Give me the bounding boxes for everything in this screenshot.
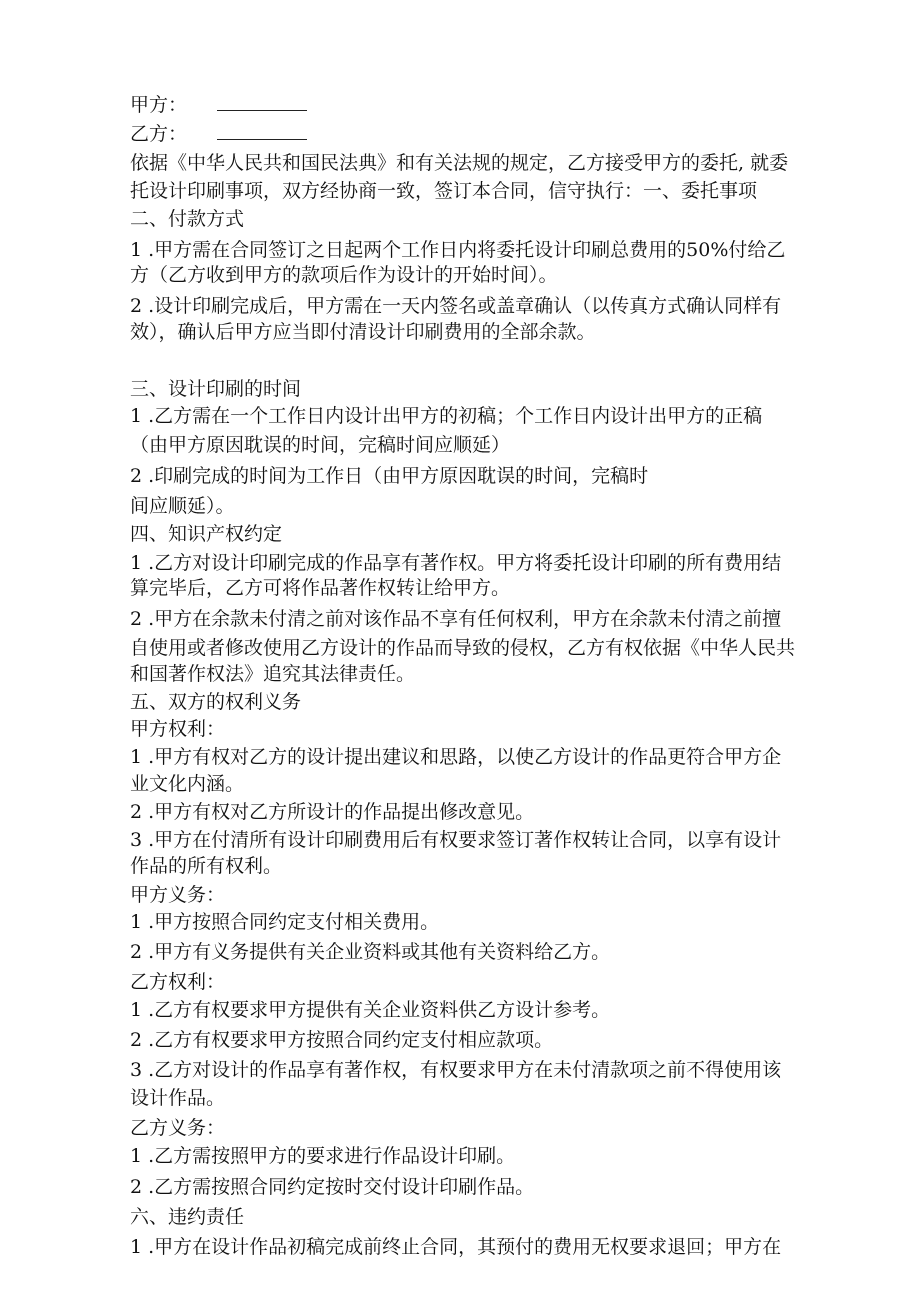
contract-line: 方（乙方收到甲方的款项后作为设计的开始时间）。 xyxy=(130,264,558,286)
contract-line: 甲方权利： xyxy=(130,718,226,740)
contract-line: 3 .乙方对设计的作品享有著作权，有权要求甲方在未付清款项之前不得使用该 xyxy=(130,1059,782,1081)
contract-line: 算完毕后，乙方可将作品著作权转让给甲方。 xyxy=(130,577,511,599)
party-a-row xyxy=(130,93,307,117)
party-a-blank xyxy=(217,93,307,111)
party-a-label: 甲方： xyxy=(130,94,188,116)
contract-line: 1 .甲方有权对乙方的设计提出建议和思路，以使乙方设计的作品更符合甲方企 xyxy=(130,746,782,768)
contract-line: 1 .甲方在设计作品初稿完成前终止合同，其预付的费用无权要求退回；甲方在 xyxy=(130,1236,782,1258)
party-b-label: 乙方： xyxy=(130,123,188,145)
contract-line: 1 .甲方需在合同签订之日起两个工作日内将委托设计印刷总费用的50%付给乙 xyxy=(130,239,786,261)
contract-line: 托设计印刷事项，双方经协商一致，签订本合同，信守执行：一、委托事项 xyxy=(130,180,758,202)
contract-line: 1 .甲方按照合同约定支付相关费用。 xyxy=(130,911,440,933)
contract-line: 业文化内涵。 xyxy=(130,773,245,795)
contract-line: 五、双方的权利义务 xyxy=(130,691,302,713)
contract-line: 1 .乙方需在一个工作日内设计出甲方的初稿；个工作日内设计出甲方的正稿 xyxy=(130,405,763,427)
contract-line: 乙方义务： xyxy=(130,1117,226,1139)
contract-line: 2 .乙方有权要求甲方按照合同约定支付相应款项。 xyxy=(130,1029,554,1051)
party-b-row xyxy=(130,122,307,146)
contract-line: 和国著作权法》追究其法律责任。 xyxy=(130,663,416,685)
contract-line: 作品的所有权利。 xyxy=(130,855,283,877)
contract-line: 设计作品。 xyxy=(130,1087,226,1109)
contract-line: 1 .乙方需按照甲方的要求进行作品设计印刷。 xyxy=(130,1145,516,1167)
contract-line: （由甲方原因耽误的时间，完稿时间应顺延） xyxy=(130,434,511,456)
contract-line: 2 .设计印刷完成后，甲方需在一天内签名或盖章确认（以传真方式确认同样有 xyxy=(130,295,782,317)
contract-line: 六、违约责任 xyxy=(130,1206,245,1228)
contract-line: 甲方义务： xyxy=(130,884,226,906)
contract-line: 自使用或者修改使用乙方设计的作品而导致的侵权，乙方有权依据《中华人民共 xyxy=(130,637,796,659)
contract-line: 1 .乙方对设计印刷完成的作品享有著作权。甲方将委托设计印刷的所有费用结 xyxy=(130,552,782,574)
contract-line: 效），确认后甲方应当即付清设计印刷费用的全部余款。 xyxy=(130,321,596,343)
party-b-blank xyxy=(217,122,307,140)
contract-line: 3 .甲方在付清所有设计印刷费用后有权要求签订著作权转让合同，以享有设计 xyxy=(130,829,782,851)
contract-line: 三、设计印刷的时间 xyxy=(130,378,302,400)
contract-line: 二、付款方式 xyxy=(130,208,245,230)
contract-line: 2 .乙方需按照合同约定按时交付设计印刷作品。 xyxy=(130,1176,535,1198)
contract-line: 2 .甲方有义务提供有关企业资料或其他有关资料给乙方。 xyxy=(130,941,611,963)
contract-line: 间应顺延）。 xyxy=(130,495,235,517)
contract-line: 1 .乙方有权要求甲方提供有关企业资料供乙方设计参考。 xyxy=(130,999,611,1021)
contract-line: 依据《中华人民共和国民法典》和有关法规的规定，乙方接受甲方的委托, 就委 xyxy=(130,152,789,174)
contract-line: 乙方权利： xyxy=(130,971,226,993)
contract-line: 2 .甲方有权对乙方所设计的作品提出修改意见。 xyxy=(130,801,535,823)
contract-line: 2 .印刷完成的时间为工作日（由甲方原因耽误的时间，完稿时 xyxy=(130,465,649,487)
contract-line: 2 .甲方在余款未付清之前对该作品不享有任何权利，甲方在余款未付清之前擅 xyxy=(130,608,782,630)
contract-line: 四、知识产权约定 xyxy=(130,523,283,545)
